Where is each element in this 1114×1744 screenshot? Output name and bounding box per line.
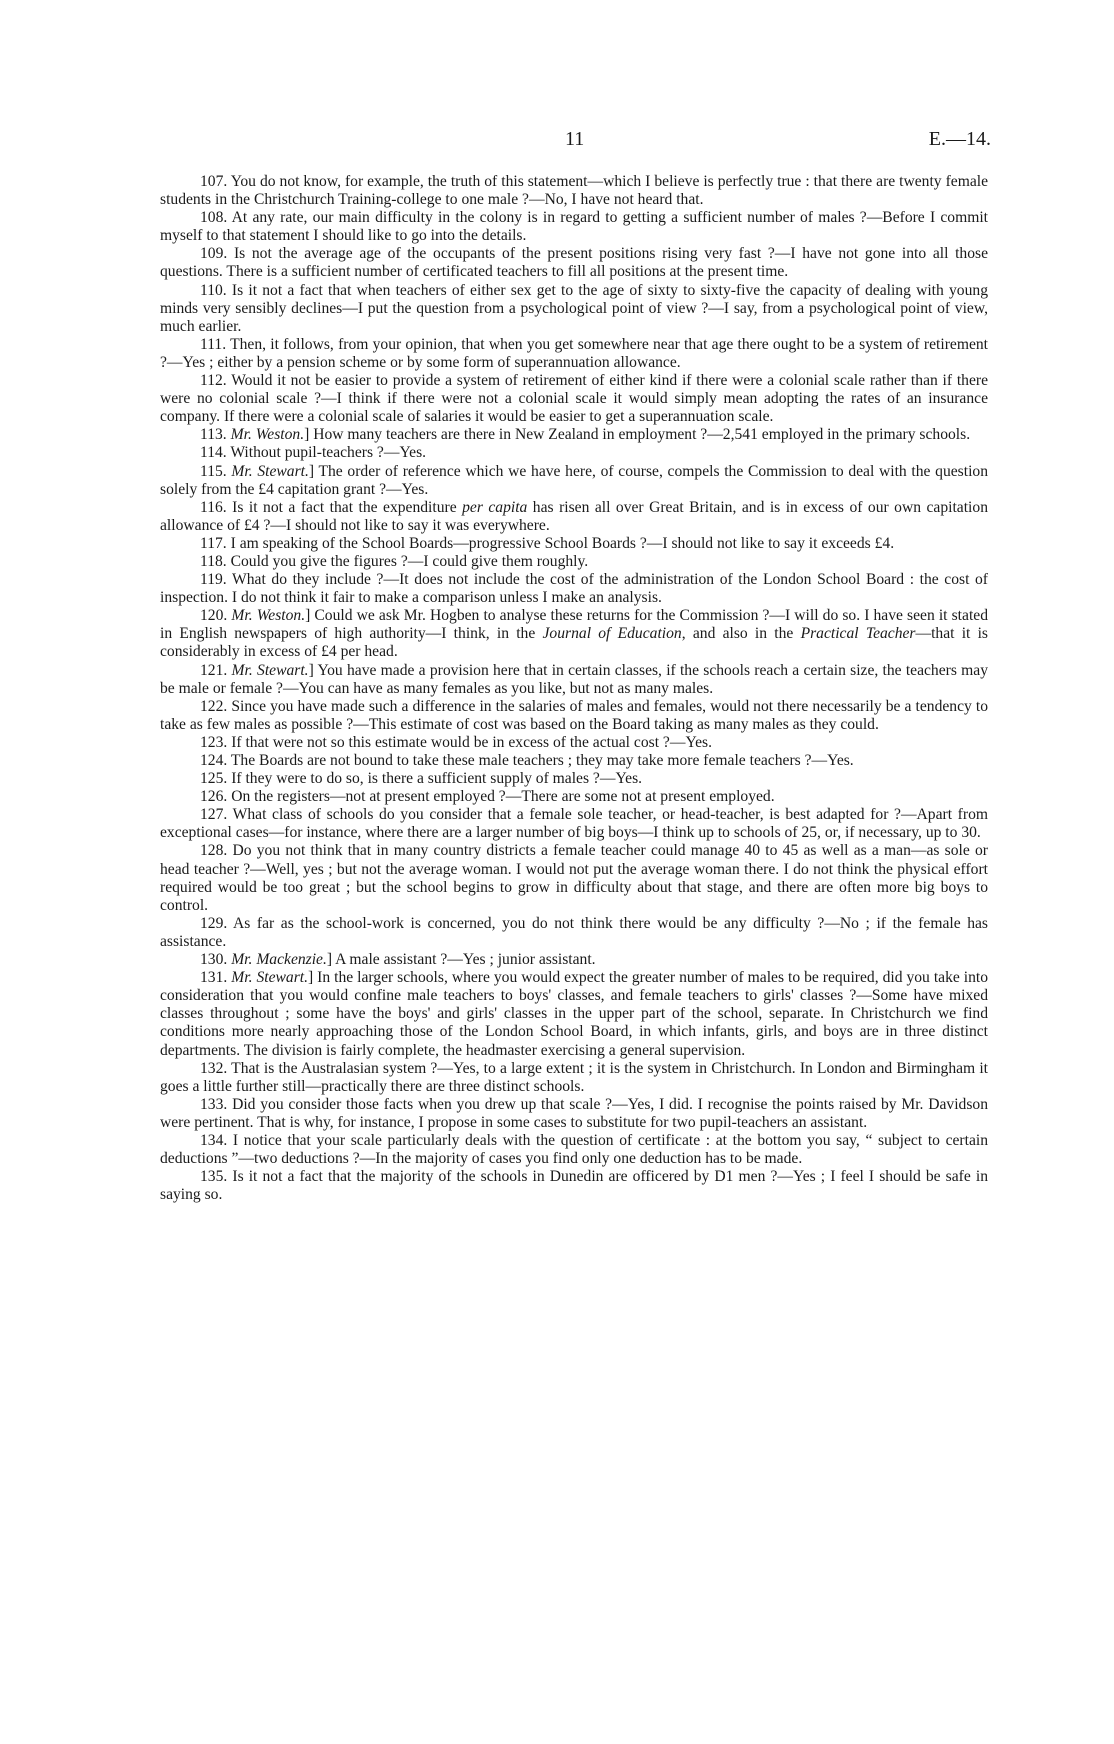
paragraph-text: 126. On the registers—not at present employed ?—There are some not at present employed. [200, 788, 775, 806]
paragraph-text: ] A male assistant ?—Yes ; junior assistant. [326, 951, 596, 969]
document-reference: E.—14. [928, 128, 991, 150]
question-answer-paragraph [160, 1096, 988, 1132]
speaker-name: Mr. Weston. [231, 607, 306, 625]
paragraph-text: , and also in the [681, 625, 801, 643]
question-answer-paragraph [160, 770, 988, 788]
page-number: 11 [565, 128, 585, 150]
question-answer-paragraph [160, 571, 988, 607]
paragraph-text: 112. Would it not be easier to provide a system of retirement of either kind if there were a colonial scale rather than if there were no colonial scale ?—I think if there were not a colonial scale it would simply mean adopting the rates of an insurance company. If there were a colonial scale of salaries it would be easier to get a superannuation scale. [160, 372, 988, 426]
question-answer-paragraph [160, 806, 988, 842]
paragraph-text: 108. At any rate, our main difficulty in the colony is in regard to getting a sufficient number of males ?—Before I commit myself to that statement I should like to go into the details. [160, 209, 988, 245]
question-answer-paragraph [160, 173, 988, 209]
paragraph-text: 113. [200, 426, 231, 444]
paragraph-text: 119. What do they include ?—It does not include the cost of the administration of the London School Board : the cost of inspection. I do not think it fair to make a comparison unless I make an analysis. [160, 571, 988, 607]
paragraph-text: 114. Without pupil-teachers ?—Yes. [200, 444, 427, 462]
italic-phrase: Journal of Education [542, 625, 682, 643]
question-answer-paragraph [160, 463, 988, 499]
question-answer-paragraph [160, 734, 988, 752]
speaker-name: Mr. Mackenzie. [231, 951, 327, 969]
paragraph-text: 127. What class of schools do you consider that a female sole teacher, or head-teacher, is best adapted for ?—Apart from exceptional cases—for instance, where there are a larger number of big boys—I think up to schools of 25, or, if necessary, up to 30. [160, 806, 988, 842]
paragraph-text: 129. As far as the school-work is concerned, you do not think there would be any difficulty ?—No ; if the female has assistance. [160, 914, 988, 950]
question-answer-paragraph [160, 788, 988, 806]
paragraph-text: 128. Do you not think that in many country districts a female teacher could manage 40 to 45 as well as a man—as sole or head teacher ?—Well, yes ; but not the average woman. I would not put the average woman there. I do not think the physical effort required would be too great ; but the school begins to grow in difficulty about that stage, and there are often more big boys to control. [160, 842, 988, 914]
italic-phrase: per capita [462, 498, 528, 516]
paragraph-text: 131. [200, 969, 232, 987]
paragraph-text: ] The order of reference which we have here, of course, compels the Commission to deal with the question solely from the £4 capitation grant ?—Yes. [160, 462, 988, 498]
question-answer-paragraph [160, 444, 988, 462]
testimony-body [160, 173, 988, 1204]
paragraph-text: 107. You do not know, for example, the truth of this statement—which I believe is perfectly true : that there are twenty female students in the Christchurch Training-college to one male ?—No, I have not heard that. [160, 173, 988, 209]
paragraph-text: 130. [200, 951, 232, 969]
page-header [0, 128, 1114, 154]
paragraph-text: 110. Is it not a fact that when teachers of either sex get to the age of sixty to sixty-five the capacity of dealing with young minds very sensibly declines—I put the question from a psychological point of view ?—I say, from a psychological point of view, much earlier. [160, 281, 988, 335]
paragraph-text: ] In the larger schools, where you would expect the greater number of males to be required, did you take into consideration that you would confine male teachers to boys' classes, and female teachers to girls' classes ?—Some have mixed classes throughout ; some have the boys' and girls' classes in the upper part of the school, separate. In Christchurch we find conditions more nearly approaching those of the London School Board, in which infants, girls, and boys are in three distinct departments. The division is fairly complete, the headmaster exercising a general supervision. [160, 969, 989, 1059]
speaker-name: Mr. Stewart. [231, 661, 309, 679]
question-answer-paragraph [160, 499, 988, 535]
paragraph-text: 132. That is the Australasian system ?—Yes, to a large extent ; it is the system in Christchurch. In London and Birmingham it goes a little further still—practically there are three distinct schools. [160, 1059, 988, 1095]
paragraph-text: 135. Is it not a fact that the majority of the schools in Dunedin are officered by D1 men ?—Yes ; I feel I should be safe in saying so. [160, 1168, 988, 1204]
paragraph-text: 111. Then, it follows, from your opinion, that when you get somewhere near that age there ought to be a system of retirement ?—Yes ; either by a pension scheme or by some form of superannuation allowance. [160, 335, 988, 371]
question-answer-paragraph [160, 282, 988, 336]
question-answer-paragraph [160, 915, 988, 951]
paragraph-text: 121. [200, 661, 232, 679]
speaker-name: Mr. Weston. [230, 426, 305, 444]
paragraph-text: 117. I am speaking of the School Boards—progressive School Boards ?—I should not like to say it exceeds £4. [200, 534, 895, 552]
question-answer-paragraph [160, 698, 988, 734]
question-answer-paragraph [160, 535, 988, 553]
question-answer-paragraph [160, 842, 988, 914]
question-answer-paragraph [160, 245, 988, 281]
question-answer-paragraph [160, 336, 988, 372]
paragraph-text: 122. Since you have made such a difference in the salaries of males and females, would not there necessarily be a tendency to take as few males as possible ?—This estimate of cost was based on the Board taking as many males as they could. [160, 697, 988, 733]
paragraph-text: 109. Is not the average age of the occupants of the present positions rising very fast ?—I have not gone into all those questions. There is a sufficient number of certificated teachers to fill all positions at the present time. [160, 245, 988, 281]
question-answer-paragraph [160, 553, 988, 571]
paragraph-text: 134. I notice that your scale particularly deals with the question of certificate : at the bottom you say, “ subject to certain deductions ”—two deductions ?—In the majority of cases you find only one deduction has to be made. [160, 1131, 988, 1168]
paragraph-text: ] How many teachers are there in New Zealand in employment ?—2,541 employed in the primary schools. [304, 426, 971, 444]
question-answer-paragraph [160, 372, 988, 426]
speaker-name: Mr. Stewart. [231, 969, 309, 987]
paragraph-text: —that it is considerably in excess of £4 per head. [160, 625, 988, 661]
question-answer-paragraph [160, 969, 988, 1059]
question-answer-paragraph [160, 662, 988, 698]
paragraph-text: 118. Could you give the figures ?—I could give them roughly. [200, 552, 589, 570]
paragraph-text: 125. If they were to do so, is there a sufficient supply of males ?—Yes. [200, 770, 643, 788]
question-answer-paragraph [160, 1132, 988, 1168]
question-answer-paragraph [160, 426, 988, 444]
question-answer-paragraph [160, 1168, 988, 1204]
paragraph-text: ] Could we ask Mr. Hogben to analyse these returns for the Commission ?—I will do so. I have seen it stated in English newspapers of high authority—I think, in the [160, 607, 988, 643]
paragraph-text: 124. The Boards are not bound to take these male teachers ; they may take more female teachers ?—Yes. [200, 752, 854, 769]
paragraph-text: 120. [200, 607, 232, 625]
paragraph-text: 133. Did you consider those facts when you drew up that scale ?—Yes, I did. I recognise the points raised by Mr. Davidson were pertinent. That is why, for instance, I propose in some cases to substitute for two pupil-teachers an assistant. [160, 1095, 988, 1131]
question-answer-paragraph [160, 951, 988, 969]
paragraph-text: has risen all over Great Britain, and is in excess of our own capitation allowance of £4 ?—I should not like to say it was everywhere. [160, 498, 988, 534]
italic-phrase: Practical Teacher [800, 625, 916, 643]
question-answer-paragraph [160, 752, 988, 770]
paragraph-text: 123. If that were not so this estimate would be in excess of the actual cost ?—Yes. [200, 733, 713, 751]
question-answer-paragraph [160, 607, 988, 661]
paragraph-text: ] You have made a provision here that in certain classes, if the schools reach a certain size, the teachers may be male or female ?—You can have as many females as you like, but not as many males. [160, 661, 988, 697]
speaker-name: Mr. Stewart. [231, 462, 309, 480]
question-answer-paragraph [160, 209, 988, 245]
paragraph-text: 115. [200, 462, 232, 480]
paragraph-text: 116. Is it not a fact that the expenditure [200, 498, 463, 516]
question-answer-paragraph [160, 1060, 988, 1096]
